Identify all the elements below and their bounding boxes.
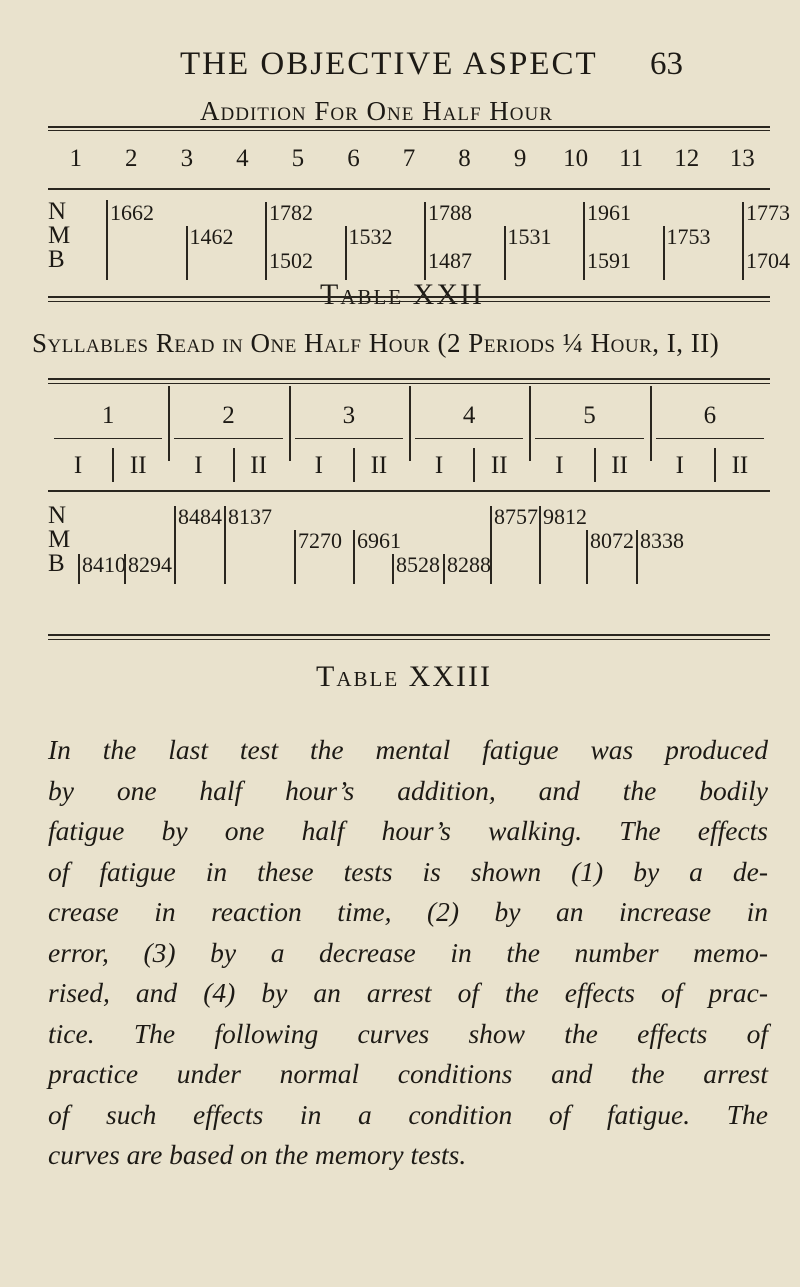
paragraph-line: fatigue by one half hour’s walking. The effects xyxy=(48,815,768,846)
table23-cell-divider xyxy=(224,506,226,584)
table23-top-rule xyxy=(48,378,770,380)
table23-subcol-header: I xyxy=(194,452,203,479)
table23-group-rule xyxy=(656,438,764,439)
table23-sub-divider xyxy=(233,448,235,482)
table22-row-label: M xyxy=(48,222,71,249)
table23-bottom-rule-2 xyxy=(48,639,770,640)
table22-cell-divider xyxy=(663,226,665,280)
table22-row-label: N xyxy=(48,198,67,225)
table22-col-header: 8 xyxy=(458,145,471,172)
paragraph-line: In the last test the mental fatigue was produced xyxy=(48,734,768,765)
table22-col-header: 12 xyxy=(674,145,700,172)
table23-group-divider xyxy=(168,386,170,461)
paragraph-line: by one half hour’s addition, and the bodily xyxy=(48,774,768,806)
table23-cell-divider xyxy=(78,554,80,584)
table22-col-header: 3 xyxy=(180,145,194,172)
table22-cell: 1502 xyxy=(269,248,313,273)
table23-subcol-header: II xyxy=(611,452,628,479)
table23-cell-divider xyxy=(174,506,176,584)
table23-row-label: B xyxy=(48,550,65,577)
table23-group-divider xyxy=(650,386,652,461)
table23-subcol-header: I xyxy=(434,452,444,479)
table22-cell: 1782 xyxy=(269,200,313,225)
body-paragraph xyxy=(48,730,768,1176)
table22-col-header: 2 xyxy=(125,145,138,172)
table22-col-header: 10 xyxy=(563,145,589,172)
table22-row-label: B xyxy=(48,246,65,273)
paragraph-line: crease in reaction time, (2) by an increase in xyxy=(48,896,768,927)
paragraph-line: curves are based on the memory tests. xyxy=(48,1139,467,1170)
table22-cell-divider xyxy=(742,250,744,280)
table23-subcol-header: II xyxy=(370,452,388,479)
table23-group-divider xyxy=(289,386,291,461)
table22-cell-divider xyxy=(186,226,188,280)
table23-sub-divider xyxy=(353,448,355,482)
table22-cell: 1961 xyxy=(587,200,631,225)
table23-cell-divider xyxy=(294,530,296,584)
table22-cell: 1531 xyxy=(507,224,552,249)
table23-cell-divider xyxy=(353,530,355,584)
table23-row-label: N xyxy=(48,502,67,529)
paragraph-line: tice. The following curves show the effects of xyxy=(48,1017,768,1049)
table23-cell-divider xyxy=(443,554,445,584)
table23-group-header: 6 xyxy=(703,402,717,429)
table23-cell: 8484 xyxy=(178,504,222,529)
table23-cell-divider xyxy=(392,554,394,584)
table22-cell: 1532 xyxy=(348,224,393,249)
table22-cell-divider xyxy=(265,250,267,280)
table22-cell: 1788 xyxy=(428,200,472,225)
paragraph-line: of such effects in a condition of fatigue. The xyxy=(48,1098,768,1130)
table22-col-header: 6 xyxy=(347,145,360,172)
table22-left-divider xyxy=(106,200,108,278)
table23-sub-divider xyxy=(112,448,114,482)
table23-heading: Syllables Read in One Half Hour (2 Periods ¼ Hour, I, II) xyxy=(32,328,720,358)
table23-subcol-header: II xyxy=(490,452,508,479)
table22-col-header: 13 xyxy=(729,145,755,172)
table22-header-rule xyxy=(48,188,770,190)
table23-group-rule xyxy=(174,438,282,439)
table22-cell-divider xyxy=(424,250,426,280)
table23-group-header: 2 xyxy=(222,402,235,429)
table23-cell: 7270 xyxy=(298,528,342,553)
table23-group-divider xyxy=(529,386,531,461)
table23-cell: 8757 xyxy=(494,504,538,529)
table23-cell: 8528 xyxy=(396,552,440,577)
running-head xyxy=(0,30,800,90)
table23-cell-divider xyxy=(586,530,588,584)
running-title: THE OBJECTIVE ASPECT xyxy=(180,46,598,82)
table23-cell-divider xyxy=(124,554,126,584)
table22-cell: 1487 xyxy=(428,248,472,273)
table23-header-rule xyxy=(48,490,770,492)
paragraph-line: of fatigue in these tests is shown (1) by a de- xyxy=(48,855,768,887)
table22-bottom-rule-2 xyxy=(48,301,770,302)
table23-cell: 8338 xyxy=(640,528,684,553)
table23-subcol-header: I xyxy=(555,452,564,479)
table23-group-rule xyxy=(535,438,643,439)
table23-group-rule xyxy=(415,438,523,439)
table22-col-header: 1 xyxy=(69,145,83,172)
table23-group-header: 5 xyxy=(583,402,596,429)
table23-subcol-header: II xyxy=(731,452,749,479)
table23-subcol-header: I xyxy=(675,452,684,479)
table23-group-rule xyxy=(295,438,403,439)
table22-col-header: 5 xyxy=(291,145,305,172)
table22-label: Table XXII xyxy=(320,278,484,311)
table22-top-rule xyxy=(48,126,770,128)
table22-bottom-rule xyxy=(48,296,770,298)
table23-cell-divider xyxy=(539,506,541,584)
table23-subcol-header: I xyxy=(73,452,83,479)
table22-col-header: 4 xyxy=(236,145,249,172)
table23-cell: 8410 xyxy=(82,552,126,577)
table23-group-header: 4 xyxy=(462,402,476,429)
table22-cell-divider xyxy=(345,226,347,280)
page-number: 63 xyxy=(650,46,683,82)
table22-cell: 1591 xyxy=(587,248,631,273)
table23-group-header: 1 xyxy=(101,402,115,429)
table23-top-rule-2 xyxy=(48,383,770,384)
table22-cell: 1753 xyxy=(666,224,711,249)
paragraph-line: rised, and (4) by an arrest of the effects of prac- xyxy=(48,977,768,1008)
table23-group-rule xyxy=(54,438,162,439)
table23-bottom-rule xyxy=(48,634,770,636)
table22-col-header: 11 xyxy=(619,145,644,172)
table22-cell: 1462 xyxy=(189,224,234,249)
table23-label: Table XXIII xyxy=(316,660,492,693)
table23-cell: 8072 xyxy=(590,528,634,553)
paragraph-line: error, (3) by a decrease in the number memo- xyxy=(48,936,768,968)
table23-sub-divider xyxy=(473,448,475,482)
table22-cell: 1704 xyxy=(746,248,790,273)
table23-group-header: 3 xyxy=(342,402,356,429)
table23-subcol-header: II xyxy=(250,452,267,479)
table22-cell: 1773 xyxy=(746,200,790,225)
table22-col-header: 9 xyxy=(513,145,527,172)
table22-heading: Addition For One Half Hour xyxy=(200,96,553,126)
table23-cell: 8294 xyxy=(128,552,172,577)
paragraph-line: practice under normal conditions and the arrest xyxy=(48,1058,768,1089)
table23-cell: 8288 xyxy=(447,552,491,577)
table22-cell: 1662 xyxy=(110,200,154,225)
table22-top-rule-2 xyxy=(48,130,770,131)
table23-sub-divider xyxy=(594,448,596,482)
table23-subcol-header: II xyxy=(129,452,147,479)
table23-cell: 9812 xyxy=(543,504,587,529)
table23-cell: 8137 xyxy=(228,504,272,529)
table23-cell: 6961 xyxy=(357,528,401,553)
table22-cell-divider xyxy=(504,226,506,280)
table23-cell-divider xyxy=(636,530,638,584)
table23-subcol-header: I xyxy=(314,452,323,479)
table23-sub-divider xyxy=(714,448,716,482)
table23-group-divider xyxy=(409,386,411,461)
table22-col-header: 7 xyxy=(402,145,416,172)
table23-row-label: M xyxy=(48,526,71,553)
table22-cell-divider xyxy=(583,250,585,280)
